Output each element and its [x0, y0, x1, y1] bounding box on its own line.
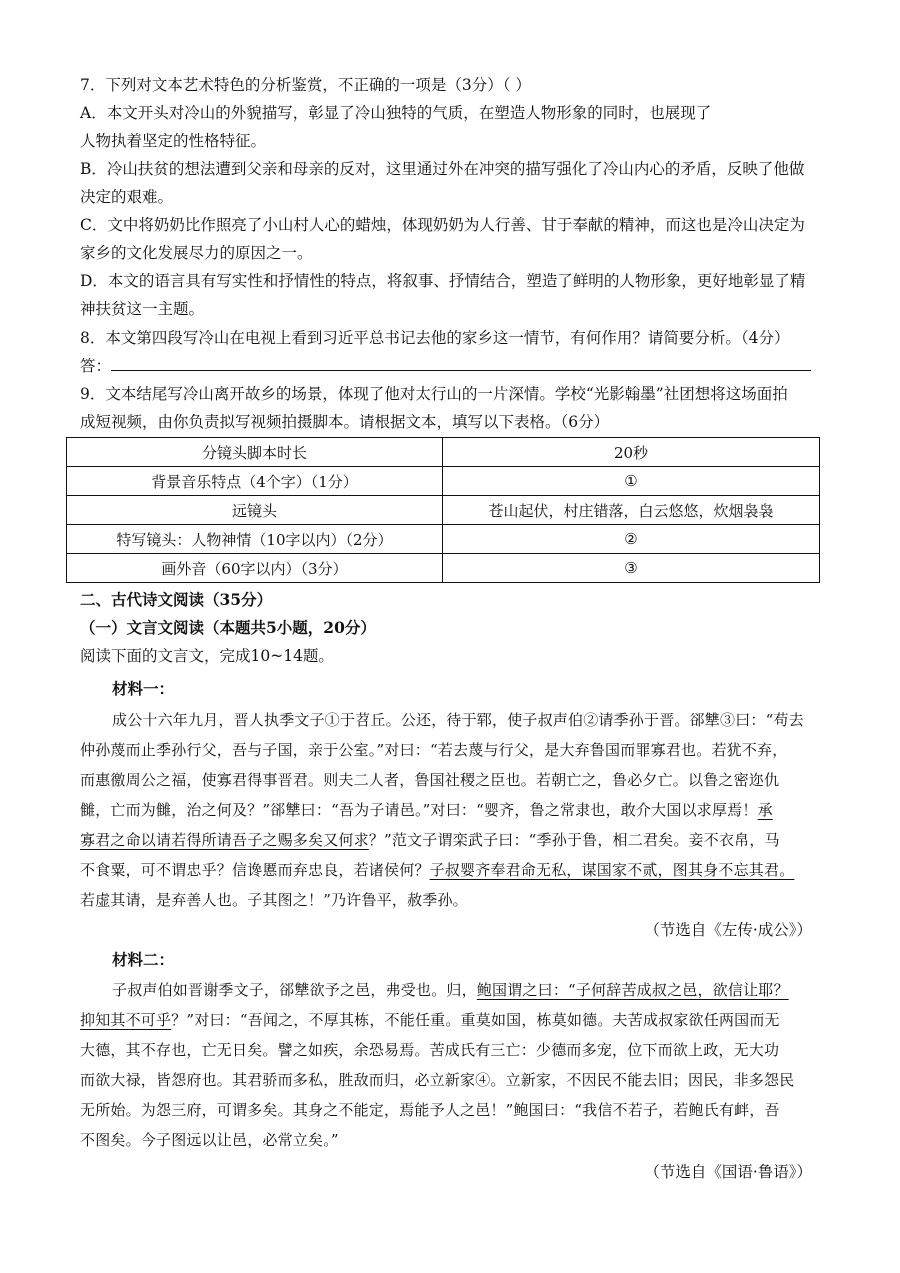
material-2-heading: 材料二： [112, 950, 175, 969]
q7-option-b-cont: 决定的艰难。 [80, 188, 174, 206]
table-cell: ③ [443, 554, 820, 583]
table-row [67, 496, 820, 525]
material-1-line: 仲孙蔑而止季孙行父，吾与子国，亲于公室。”对曰：“若去蔑与行父，是大弃鲁国而罪寡君也。若犹不弃， [80, 741, 788, 759]
q7-option-d-cont: 神扶贫这一主题。 [80, 300, 205, 318]
section-title: 二、古代诗文阅读（35分） [80, 590, 273, 609]
material-2-line: 不图矣。今子图远以让邑，必常立矣。” [80, 1131, 339, 1149]
material-2-line: 而欲大禄，皆怨府也。其君骄而多私，胜敌而归，必立新家④。立新家，不因民不能去旧；因民，非多怨民 [80, 1071, 795, 1089]
table-row [67, 554, 820, 583]
underlined-sentence: 鲍国谓之曰：“子何辞苦成叔之邑，欲信让耶？ [476, 981, 789, 999]
material-2-source: （节选自《国语·鲁语》） [644, 1163, 812, 1181]
text-span: 子叔声伯如晋谢季文子，郤犨欲予之邑，弗受也。归， [112, 981, 477, 999]
table-row [67, 467, 820, 496]
q7-stem: 7．下列对文本艺术特色的分析鉴赏，不正确的一项是（3分）（ ） [80, 76, 531, 94]
material-1-line: 成公十六年九月，晋人执季文子①于苕丘。公还，待于郓，使子叔声伯②请季孙于晋。郤犨③曰：“苟去 [112, 711, 804, 729]
table-cell: 画外音（60字以内）（3分） [67, 554, 443, 583]
table-cell: 背景音乐特点（4个字）（1分） [67, 467, 443, 496]
text-span: ？”对曰：“吾闻之，不厚其栋，不能任重。重莫如国，栋莫如德。夫苦成叔家欲任两国而无 [171, 1011, 780, 1029]
underlined-sentence: 承 [757, 801, 773, 819]
material-2-line [112, 980, 789, 1000]
material-1-heading: 材料一： [112, 679, 175, 698]
material-2-line [80, 1010, 780, 1030]
shot-script-table [66, 437, 820, 583]
q7-option-d: D．本文的语言具有写实性和抒情性的特点，将叙事、抒情结合，塑造了鲜明的人物形象，更好地彰显了精 [80, 272, 806, 290]
table-cell: ① [443, 467, 820, 496]
table-cell: 分镜头脚本时长 [67, 438, 443, 467]
underlined-sentence: 抑知其不可乎 [80, 1011, 172, 1029]
underlined-sentence: 寡君之命以请若得所请吾子之赐多矣又何求 [80, 831, 369, 849]
q9-stem-line2: 成短视频，由你负责拟写视频拍摄脚本。请根据文本，填写以下表格。（6分） [80, 413, 610, 431]
material-2-line: 无所始。为怨三府，可谓多矣。其身之不能定，焉能予人之邑！”鲍国曰：“我信不若子，若鲍氏有衅，吾 [80, 1101, 780, 1119]
q7-option-a: A．本文开头对冷山的外貌描写，彰显了冷山独特的气质，在塑造人物形象的同时，也展现了 [80, 104, 712, 122]
q7-option-a-cont: 人物执着坚定的性格特征。 [80, 132, 267, 150]
q8-stem: 8．本文第四段写冷山在电视上看到习近平总书记去他的家乡这一情节，有何作用？请简要分析。（4分） [80, 329, 790, 347]
material-1-line [80, 830, 780, 850]
material-2-line: 大德，其不存也，亡无日矣。譬之如疾，余恐易焉。苦成氏有三亡：少德而多宠，位下而欲上政，无大功 [80, 1041, 780, 1059]
text-span: 雠，亡而为雠，治之何及？”郤犨曰：“吾为子请邑。”对曰：“婴齐，鲁之常隶也，敢介大国以求厚焉！ [80, 801, 758, 819]
text-span: 不食粟，可不谓忠乎？信谗慝而弃忠良，若诸侯何？ [80, 861, 430, 879]
material-1-line: 若虚其请，是弃善人也。子其图之！”乃许鲁平，赦季孙。 [80, 891, 468, 909]
table-cell: 苍山起伏，村庄错落，白云悠悠，炊烟袅袅 [443, 496, 820, 525]
text-span: ？”范文子谓栾武子曰：“季孙于鲁，相二君矣。妾不衣帛，马 [368, 831, 780, 849]
q7-option-c: C．文中将奶奶比作照亮了小山村人心的蜡烛，体现奶奶为人行善、甘于奉献的精神，而这也是冷山决定为 [80, 216, 805, 234]
q7-option-b: B．冷山扶贫的想法遭到父亲和母亲的反对，这里通过外在冲突的描写强化了冷山内心的矛盾，反映了他做 [80, 160, 805, 178]
table-cell: 特写镜头：人物神情（10字以内）（2分） [67, 525, 443, 554]
material-1-source: （节选自《左传·成公》） [644, 921, 812, 939]
answer-blank[interactable] [111, 356, 811, 371]
material-1-line: 而惠徼周公之福，使寡君得事晋君。则夫二人者，鲁国社稷之臣也。若朝亡之，鲁必夕亡。以鲁之密迩仇 [80, 771, 780, 789]
table-cell: 远镜头 [67, 496, 443, 525]
table-row [67, 525, 820, 554]
q8-answer-line [80, 356, 811, 376]
material-1-line [80, 860, 794, 880]
q9-stem-line1: 9．文本结尾写冷山离开故乡的场景，体现了他对太行山的一片深情。学校“光影翰墨”社团想将这场面拍 [80, 385, 788, 403]
material-1-line [80, 800, 773, 820]
reading-instruction: 阅读下面的文言文，完成10~14题。 [80, 647, 334, 665]
underlined-sentence: 子叔婴齐奉君命无私，谋国家不贰，图其身不忘其君。 [429, 861, 795, 879]
table-cell: ② [443, 525, 820, 554]
table-cell: 20秒 [443, 438, 820, 467]
q7-option-c-cont: 家乡的文化发展尽力的原因之一。 [80, 244, 313, 262]
subsection-title: （一）文言文阅读（本题共5小题，20分） [80, 618, 376, 637]
table-row [67, 438, 820, 467]
q8-answer-label: 答： [80, 357, 112, 375]
